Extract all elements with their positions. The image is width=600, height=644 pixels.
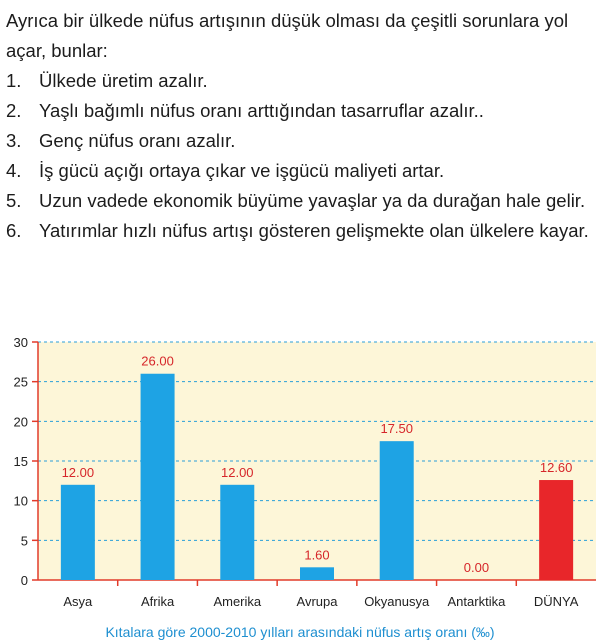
chart-container: [0, 330, 600, 644]
category-label: Amerika: [213, 594, 262, 609]
bar-value-label: 0.00: [463, 560, 490, 575]
y-tick-label: 20: [13, 414, 28, 430]
bar: [220, 485, 254, 580]
chart-caption: Kıtalara göre 2000-2010 yılları arasındaki nüfus artış oranı (‰): [105, 624, 495, 640]
y-tick-label: 0: [20, 573, 28, 588]
list-number: 2.: [6, 100, 22, 121]
bar-value-label: 12.00: [221, 464, 254, 480]
bar: [380, 441, 414, 580]
y-tick-label: 25: [13, 374, 28, 390]
list-text: Genç nüfus oranı azalır.: [39, 130, 236, 151]
category-label: DÜNYA: [533, 594, 579, 609]
category-label: Okyanusya: [364, 594, 430, 609]
bar-value-label: 17.50: [380, 421, 413, 437]
bar: [300, 567, 334, 580]
problem-list: [6, 66, 596, 246]
y-tick-label: 15: [13, 454, 28, 469]
bar: [539, 480, 573, 580]
list-item: [6, 96, 596, 126]
list-item: [6, 186, 596, 216]
list-item: [6, 126, 596, 156]
bar-value-label: 12.60: [539, 460, 573, 476]
bar: [61, 485, 95, 580]
list-number: 1.: [6, 70, 22, 91]
list-text: Yatırımlar hızlı nüfus artışı gösteren gelişmekte olan ülkelere kayar.: [39, 220, 589, 241]
bar-value-label: 1.60: [304, 547, 330, 563]
category-label: Antarktika: [447, 594, 506, 609]
y-tick-label: 10: [13, 493, 28, 509]
list-number: 6.: [6, 220, 22, 241]
bar-chart: [0, 330, 600, 620]
list-text: Uzun vadede ekonomik büyüme yavaşlar ya da durağan hale gelir.: [39, 190, 586, 211]
list-item: [6, 66, 596, 96]
list-number: 4.: [6, 160, 22, 181]
list-text: Yaşlı bağımlı nüfus oranı arttığından tasarruflar azalır..: [39, 100, 484, 121]
category-label: Asya: [63, 594, 93, 609]
list-number: 3.: [6, 130, 22, 151]
list-text: Ülkede üretim azalır.: [39, 70, 208, 91]
category-label: Afrika: [140, 594, 175, 609]
bar-value-label: 12.00: [61, 464, 95, 480]
list-number: 5.: [6, 190, 22, 211]
list-text: İş gücü açığı ortaya çıkar ve işgücü maliyeti artar.: [39, 160, 445, 181]
y-tick-label: 5: [20, 533, 28, 549]
list-item: [6, 216, 596, 246]
intro-text: Ayrıca bir ülkede nüfus artışının düşük olması da çeşitli sorunlara yol açar, bunlar:: [6, 10, 569, 61]
category-label: Avrupa: [296, 594, 338, 609]
bar-value-label: 26.00: [141, 353, 174, 369]
y-tick-label: 30: [13, 335, 28, 350]
list-item: [6, 156, 596, 186]
bar: [141, 374, 175, 580]
